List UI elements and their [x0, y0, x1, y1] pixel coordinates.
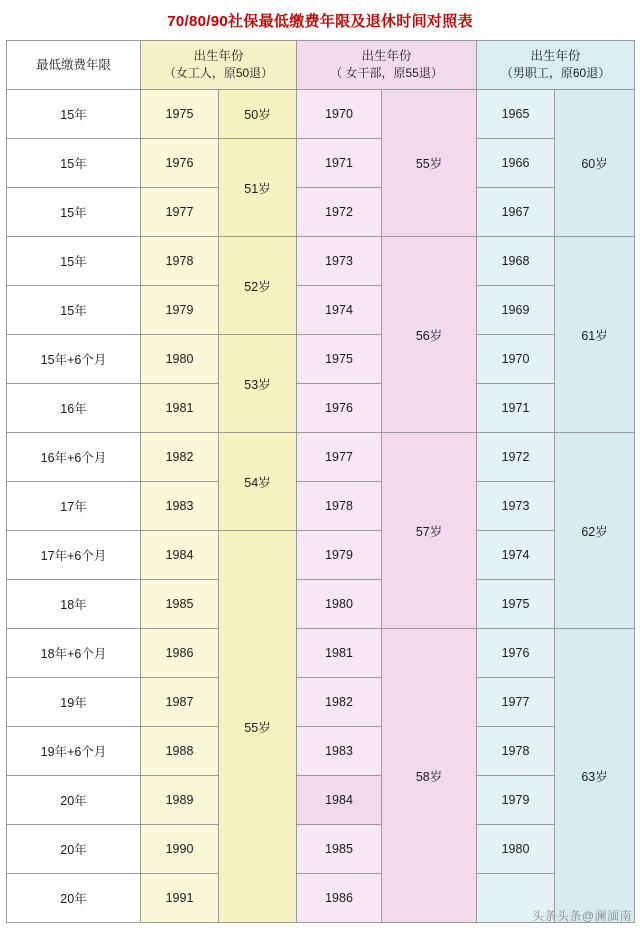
table-row — [7, 678, 635, 727]
cell-min-years: 20年 — [7, 825, 141, 874]
cell-min-years: 20年 — [7, 874, 141, 923]
table-row — [7, 286, 635, 335]
cell-fc-year: 1976 — [297, 384, 382, 433]
table-row — [7, 139, 635, 188]
cell-fw-age: 51岁 — [219, 139, 297, 237]
cell-m-year: 1971 — [477, 384, 555, 433]
header-line2: （男职工，原60退） — [500, 66, 611, 81]
cell-m-year: 1969 — [477, 286, 555, 335]
cell-min-years: 15年 — [7, 188, 141, 237]
header-line1: 出生年份 — [193, 49, 244, 64]
cell-fw-year: 1984 — [141, 531, 219, 580]
cell-m-year: 1966 — [477, 139, 555, 188]
cell-fc-year: 1981 — [297, 629, 382, 678]
table-row — [7, 825, 635, 874]
header-line2: （ 女干部，原55退） — [330, 66, 443, 81]
table-header-row — [7, 41, 635, 90]
header-line1: 出生年份 — [530, 49, 581, 64]
cell-m-year: 1967 — [477, 188, 555, 237]
cell-min-years: 18年 — [7, 580, 141, 629]
cell-fw-year: 1983 — [141, 482, 219, 531]
cell-fc-year: 1972 — [297, 188, 382, 237]
cell-min-years: 15年+6个月 — [7, 335, 141, 384]
header-line2: （女工人，原50退） — [163, 66, 274, 81]
cell-fw-year: 1982 — [141, 433, 219, 482]
cell-m-year: 1965 — [477, 90, 555, 139]
cell-m-year: 1970 — [477, 335, 555, 384]
cell-fc-year: 1984 — [297, 776, 382, 825]
cell-fw-year: 1990 — [141, 825, 219, 874]
watermark: 头条头条@澜湎南 — [531, 909, 632, 923]
table-row — [7, 531, 635, 580]
cell-fc-year: 1985 — [297, 825, 382, 874]
cell-fc-year: 1983 — [297, 727, 382, 776]
cell-m-year: 1968 — [477, 237, 555, 286]
cell-m-year: 1980 — [477, 825, 555, 874]
cell-fw-year: 1987 — [141, 678, 219, 727]
cell-m-age: 62岁 — [555, 433, 635, 629]
table-row — [7, 482, 635, 531]
cell-min-years: 15年 — [7, 139, 141, 188]
cell-fc-year: 1975 — [297, 335, 382, 384]
table-row — [7, 776, 635, 825]
cell-fc-age: 56岁 — [382, 237, 477, 433]
cell-m-year: 1974 — [477, 531, 555, 580]
cell-min-years: 16年 — [7, 384, 141, 433]
table-row — [7, 384, 635, 433]
cell-m-year: 1975 — [477, 580, 555, 629]
cell-min-years: 15年 — [7, 286, 141, 335]
cell-fc-year: 1978 — [297, 482, 382, 531]
table-row — [7, 727, 635, 776]
cell-fc-year: 1979 — [297, 531, 382, 580]
cell-min-years: 15年 — [7, 237, 141, 286]
cell-fc-age: 55岁 — [382, 90, 477, 237]
cell-fw-year: 1985 — [141, 580, 219, 629]
cell-fc-year: 1973 — [297, 237, 382, 286]
column-header-min-years: 最低缴费年限 — [7, 41, 141, 90]
cell-fw-year: 1981 — [141, 384, 219, 433]
table-row — [7, 237, 635, 286]
cell-m-year: 1977 — [477, 678, 555, 727]
cell-min-years: 16年+6个月 — [7, 433, 141, 482]
cell-m-age: 60岁 — [555, 90, 635, 237]
cell-fw-age: 50岁 — [219, 90, 297, 139]
cell-fw-year: 1976 — [141, 139, 219, 188]
cell-fc-year: 1982 — [297, 678, 382, 727]
cell-fw-year: 1975 — [141, 90, 219, 139]
cell-m-year: 1976 — [477, 629, 555, 678]
page-title: 70/80/90社保最低缴费年限及退休时间对照表 — [167, 13, 473, 30]
cell-fc-year: 1970 — [297, 90, 382, 139]
cell-fw-year: 1980 — [141, 335, 219, 384]
cell-m-year: 1973 — [477, 482, 555, 531]
cell-fc-year: 1971 — [297, 139, 382, 188]
cell-fw-year: 1986 — [141, 629, 219, 678]
cell-fw-year: 1989 — [141, 776, 219, 825]
cell-m-age: 61岁 — [555, 237, 635, 433]
cell-m-year: 1972 — [477, 433, 555, 482]
cell-fc-year: 1977 — [297, 433, 382, 482]
table-row — [7, 629, 635, 678]
table-row — [7, 90, 635, 139]
cell-fw-age: 52岁 — [219, 237, 297, 335]
column-header-female-cadre — [297, 41, 477, 90]
cell-min-years: 15年 — [7, 90, 141, 139]
cell-fw-year: 1977 — [141, 188, 219, 237]
cell-fw-age: 54岁 — [219, 433, 297, 531]
header-line1: 出生年份 — [361, 49, 412, 64]
table-row — [7, 335, 635, 384]
cell-min-years: 20年 — [7, 776, 141, 825]
column-header-female-worker — [141, 41, 297, 90]
cell-fw-age: 55岁 — [219, 531, 297, 923]
table-row — [7, 580, 635, 629]
cell-m-year: 1979 — [477, 776, 555, 825]
retirement-table — [6, 40, 635, 923]
cell-min-years: 19年 — [7, 678, 141, 727]
cell-fw-year: 1988 — [141, 727, 219, 776]
cell-min-years: 17年 — [7, 482, 141, 531]
table-row — [7, 188, 635, 237]
cell-fc-age: 57岁 — [382, 433, 477, 629]
cell-min-years: 18年+6个月 — [7, 629, 141, 678]
cell-fc-year: 1986 — [297, 874, 382, 923]
cell-m-age: 63岁 — [555, 629, 635, 923]
cell-fw-year: 1978 — [141, 237, 219, 286]
cell-min-years: 19年+6个月 — [7, 727, 141, 776]
cell-fw-year: 1979 — [141, 286, 219, 335]
column-header-male — [477, 41, 635, 90]
cell-fc-year: 1980 — [297, 580, 382, 629]
cell-m-year: 1978 — [477, 727, 555, 776]
cell-fc-age: 58岁 — [382, 629, 477, 923]
cell-fw-year: 1991 — [141, 874, 219, 923]
cell-fw-age: 53岁 — [219, 335, 297, 433]
cell-fc-year: 1974 — [297, 286, 382, 335]
table-row — [7, 433, 635, 482]
cell-min-years: 17年+6个月 — [7, 531, 141, 580]
